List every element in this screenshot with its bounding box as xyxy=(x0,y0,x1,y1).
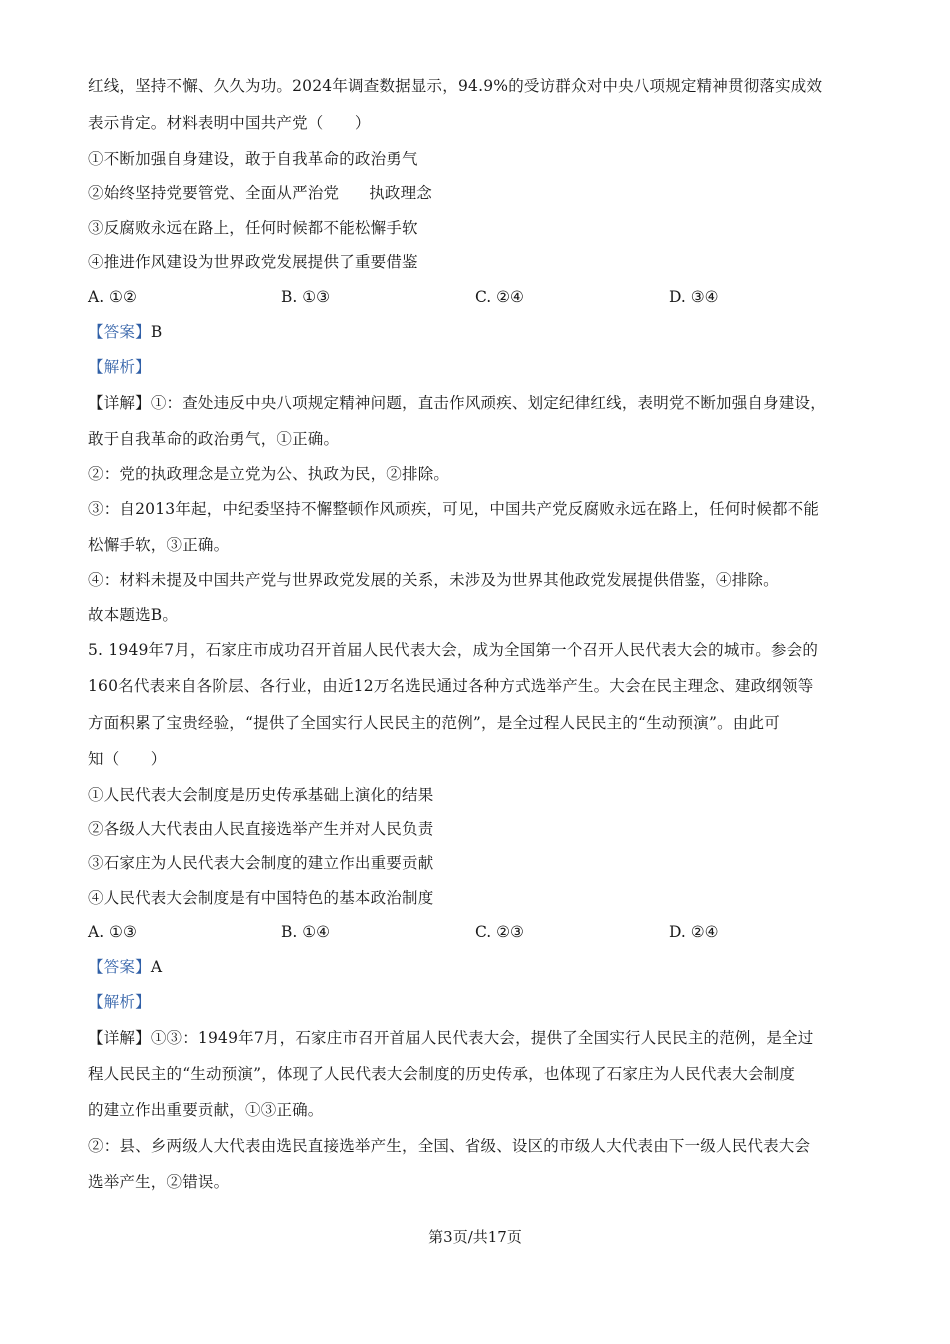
q4-detail-line4: ③：自2013年起，中纪委坚持不懈整顿作风顽疾，可见，中国共产党反腐败永远在路上，任何时候都不能 xyxy=(88,500,820,518)
q5-answer-value: A xyxy=(150,958,163,976)
q4-stem-line1: 红线，坚持不懈、久久为功。2024年调查数据显示，94.9%的受访群众对中央八项规定精神贯彻落实成效 xyxy=(88,77,823,95)
q4-stem-line2: 表示肯定。材料表明中国共产党（ ） xyxy=(88,114,371,132)
q4-item2-tail: 执政理念 xyxy=(369,184,433,202)
q5-stem-line4: 知（ ） xyxy=(88,750,167,768)
q5-item1: ①人民代表大会制度是历史传承基础上演化的结果 xyxy=(88,786,434,804)
q4-item4: ④推进作风建设为世界政党发展提供了重要借鉴 xyxy=(88,253,418,271)
q5-item4: ④人民代表大会制度是有中国特色的基本政治制度 xyxy=(88,889,434,907)
q5-stem-line1: 5. 1949年7月，石家庄市成功召开首届人民代表大会，成为全国第一个召开人民代表大会的城市。参会的 xyxy=(88,641,819,659)
q5-stem-line3: 方面积累了宝贵经验，“提供了全国实行人民民主的范例”，是全过程人民民主的“生动预演”。由此可 xyxy=(88,714,780,732)
q4-detail-line2: 敢于自我革命的政治勇气，①正确。 xyxy=(88,430,340,448)
q4-answer-value: B xyxy=(150,323,163,341)
q4-item3: ③反腐败永远在路上，任何时候都不能松懈手软 xyxy=(88,219,418,237)
q5-option-b: B. ①④ xyxy=(281,923,331,941)
q5-option-c: C. ②③ xyxy=(475,923,524,941)
q4-item1: ①不断加强自身建设，敢于自我革命的政治勇气 xyxy=(88,150,418,168)
q5-item3: ③石家庄为人民代表大会制度的建立作出重要贡献 xyxy=(88,854,434,872)
page-footer: 第3页/共17页 xyxy=(428,1228,522,1246)
q4-detail-tag: 【详解】 xyxy=(88,394,151,412)
q5-answer xyxy=(88,957,868,977)
q4-analysis-tag: 【解析】 xyxy=(88,358,151,376)
q4-detail-line3: ②：党的执政理念是立党为公、执政为民，②排除。 xyxy=(88,465,450,483)
q5-detail-line4: ②：县、乡两级人大代表由选民直接选举产生，全国、省级、设区的市级人大代表由下一级人民代表大会 xyxy=(88,1137,811,1155)
q4-conclusion: 故本题选B。 xyxy=(88,606,179,624)
q4-detail-text1: ①：查处违反中央八项规定精神问题，直击作风顽疾、划定纪律红线，表明党不断加强自身建设， xyxy=(150,394,826,412)
q4-option-a: A. ①② xyxy=(88,288,137,306)
q5-detail-line5: 选举产生，②错误。 xyxy=(88,1173,230,1191)
q4-item2-text: ②始终坚持党要管党、全面从严治党 xyxy=(88,184,340,202)
q4-detail-line1 xyxy=(88,393,868,413)
q4-detail-line5: 松懈手软，③正确。 xyxy=(88,536,230,554)
q5-detail-tag: 【详解】 xyxy=(88,1029,151,1047)
q4-option-c: C. ②④ xyxy=(475,288,524,306)
q5-option-a: A. ①③ xyxy=(88,923,137,941)
q5-detail-line1 xyxy=(88,1028,868,1048)
q4-answer xyxy=(88,322,868,342)
q5-stem-line2: 160名代表来自各阶层、各行业，由近12万名选民通过各种方式选举产生。大会在民主理念、建政纲领等 xyxy=(88,677,814,695)
q4-item2 xyxy=(88,183,868,203)
q5-detail-line2: 程人民民主的“生动预演”，体现了人民代表大会制度的历史传承，也体现了石家庄为人民代表大会制度 xyxy=(88,1065,796,1083)
q4-answer-tag: 【答案】 xyxy=(88,323,151,341)
q5-analysis-tag: 【解析】 xyxy=(88,993,151,1011)
q4-option-d: D. ③④ xyxy=(669,288,719,306)
q4-option-b: B. ①③ xyxy=(281,288,331,306)
q5-detail-line3: 的建立作出重要贡献，①③正确。 xyxy=(88,1101,324,1119)
q5-detail-text1: ①③：1949年7月，石家庄市召开首届人民代表大会，提供了全国实行人民民主的范例，是全过 xyxy=(150,1029,814,1047)
q4-detail-line6: ④：材料未提及中国共产党与世界政党发展的关系，未涉及为世界其他政党发展提供借鉴，④排除。 xyxy=(88,571,779,589)
q5-answer-tag: 【答案】 xyxy=(88,958,151,976)
q5-item2: ②各级人大代表由人民直接选举产生并对人民负责 xyxy=(88,820,434,838)
q5-option-d: D. ②④ xyxy=(669,923,719,941)
